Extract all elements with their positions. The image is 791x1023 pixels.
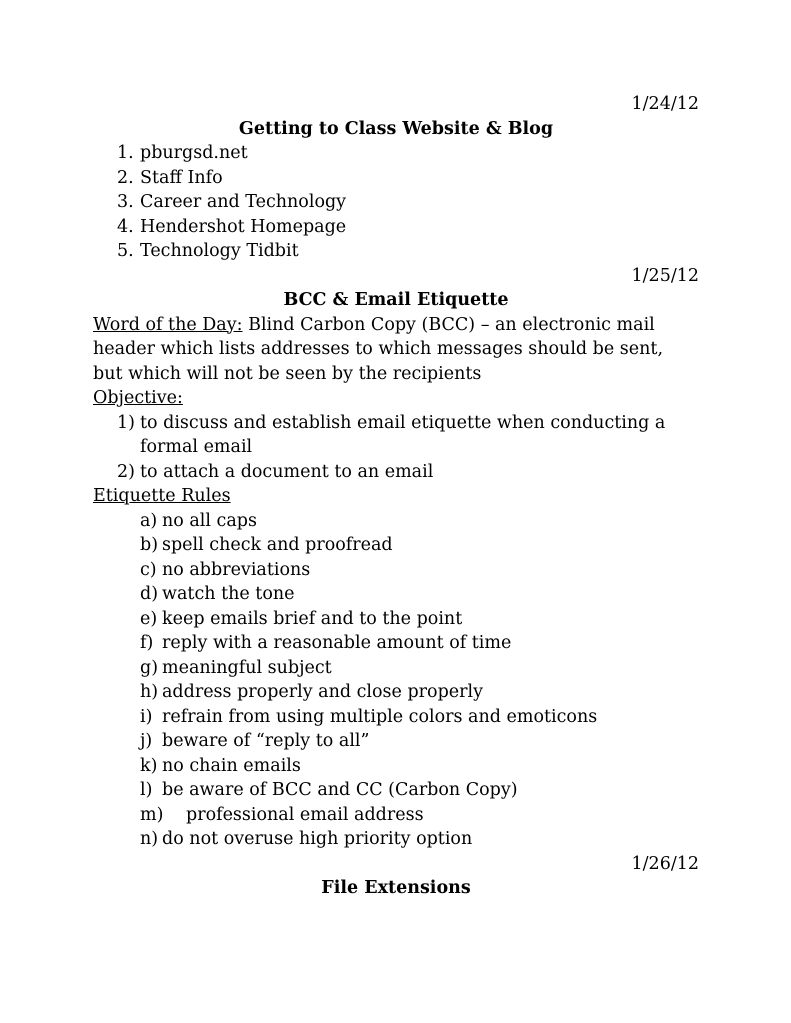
list-marker: 2. <box>117 167 134 188</box>
list-item <box>93 827 699 852</box>
list-marker: j) <box>140 731 153 751</box>
list-marker: a) <box>140 510 158 531</box>
list-item-text: no chain emails <box>162 755 301 776</box>
list-item-text: meaningful subject <box>162 657 332 678</box>
list-item-text: be aware of BCC and CC (Carbon Copy) <box>162 780 518 800</box>
date-1-25-12: 1/25/12 <box>631 265 699 286</box>
objective-label-line <box>93 386 699 411</box>
list-marker: d) <box>140 584 159 604</box>
list-marker: 4. <box>117 216 134 237</box>
date-1-26-12: 1/26/12 <box>631 853 699 874</box>
list-item <box>93 803 699 828</box>
list-item <box>93 582 699 607</box>
heading-class-website-blog: Getting to Class Website & Blog <box>238 118 554 139</box>
heading-file-extensions: File Extensions <box>321 878 471 898</box>
etiquette-rules-label: Etiquette Rules <box>93 486 231 506</box>
list-marker: k) <box>140 755 158 776</box>
word-of-the-day-line <box>93 313 699 338</box>
list-item-text: pburgsd.net <box>140 143 248 163</box>
list-item <box>93 239 699 264</box>
list-item <box>93 607 699 632</box>
list-marker: h) <box>140 682 159 702</box>
list-marker: n) <box>140 829 159 849</box>
list-marker: l) <box>140 780 153 800</box>
list-item-text: keep emails brief and to the point <box>162 608 463 629</box>
list-item-text: no abbreviations <box>162 559 311 580</box>
list-item <box>93 754 699 779</box>
list-item <box>93 778 699 803</box>
list-marker: f) <box>140 633 154 653</box>
list-item <box>93 411 699 436</box>
list-item <box>93 509 699 534</box>
list-item-text: Hendershot Homepage <box>140 216 347 237</box>
list-marker: e) <box>140 608 158 629</box>
list-item-text: no all caps <box>162 510 257 531</box>
list-item-text: formal email <box>140 437 253 457</box>
list-marker: g) <box>140 657 159 678</box>
objective-label: Objective: <box>93 388 183 408</box>
list-item <box>93 215 699 240</box>
date-1-24-12: 1/24/12 <box>631 94 699 114</box>
list-marker: 3. <box>117 192 134 212</box>
list-item <box>93 460 699 485</box>
list-item-text: beware of “reply to all” <box>162 731 370 751</box>
list-item-text: spell check and proofread <box>162 535 393 555</box>
list-item <box>93 141 699 166</box>
list-item-text: address properly and close properly <box>162 682 483 702</box>
word-of-the-day-text: Blind Carbon Copy (BCC) – an electronic mail <box>242 314 655 335</box>
list-marker: 1) <box>117 412 135 433</box>
list-item <box>93 190 699 215</box>
list-item <box>93 705 699 730</box>
list-item-text: to attach a document to an email <box>140 461 434 482</box>
list-item <box>93 631 699 656</box>
list-item <box>93 166 699 191</box>
word-of-the-day-label: Word of the Day: <box>93 314 243 335</box>
list-item-text: Staff Info <box>140 167 223 188</box>
list-item-text: to discuss and establish email etiquette when conducting a <box>140 412 666 433</box>
list-item <box>93 680 699 705</box>
list-marker: m) <box>140 804 164 825</box>
list-item-text: professional email address <box>186 804 424 825</box>
list-item-text: Technology Tidbit <box>140 241 299 261</box>
list-marker: 2) <box>117 461 135 482</box>
list-marker: b) <box>140 535 159 555</box>
list-marker: 5. <box>117 241 134 261</box>
list-item <box>93 729 699 754</box>
list-item-text: refrain from using multiple colors and emoticons <box>162 706 598 727</box>
list-item-text: Career and Technology <box>140 192 347 212</box>
list-marker: c) <box>140 559 157 580</box>
word-of-the-day-text: but which will not be seen by the recipients <box>93 363 482 384</box>
etiquette-rules-label-line <box>93 484 699 509</box>
list-item-text: do not overuse high priority option <box>162 829 473 849</box>
word-of-the-day-text: header which lists addresses to which messages should be sent, <box>93 339 664 359</box>
list-marker: i) <box>140 706 153 727</box>
list-marker: 1. <box>117 143 134 163</box>
list-item <box>93 533 699 558</box>
list-item-continuation <box>93 435 699 460</box>
heading-bcc-email-etiquette: BCC & Email Etiquette <box>283 290 509 310</box>
list-item <box>93 656 699 681</box>
list-item-text: watch the tone <box>162 584 295 604</box>
list-item-text: reply with a reasonable amount of time <box>162 633 512 653</box>
list-item <box>93 558 699 583</box>
